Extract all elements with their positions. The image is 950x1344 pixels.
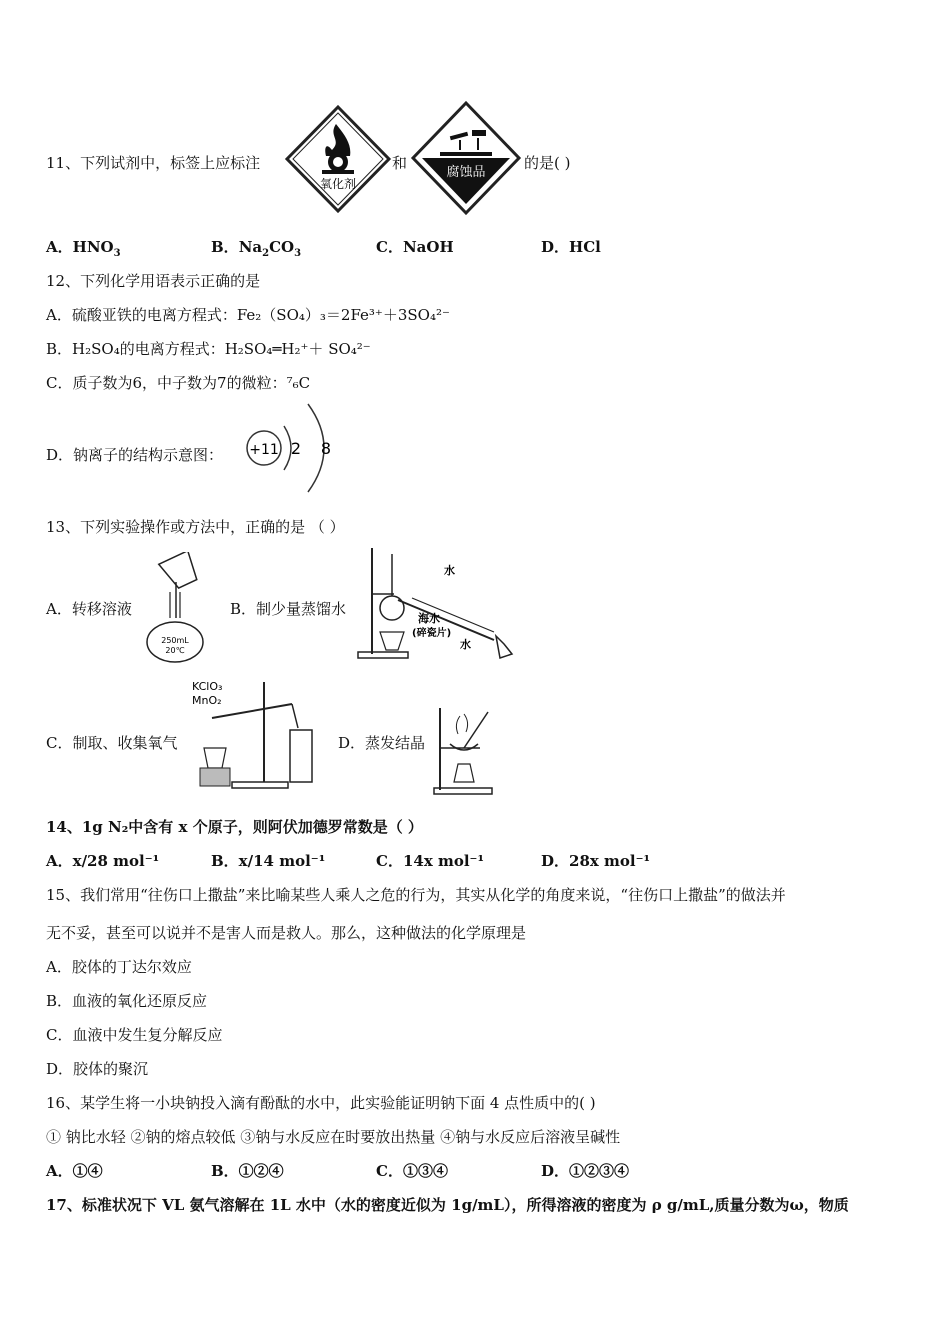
flask-temp-label: 20℃ bbox=[165, 646, 185, 655]
q13-option-b[interactable]: B．制少量蒸馏水 bbox=[230, 600, 347, 618]
q14-option-b[interactable]: B．x/14 mol⁻¹ bbox=[211, 852, 326, 870]
q15-stem-line1: 15、我们常用“往伤口上撒盐”来比喻某些人乘人之危的行为，其实从化学的角度来说，“往伤口上撒盐”的做法并 bbox=[46, 886, 786, 904]
q13-option-d[interactable]: D．蒸发结晶 bbox=[338, 734, 426, 752]
water-out-label: 水 bbox=[460, 638, 471, 651]
q14-option-c[interactable]: C．14x mol⁻¹ bbox=[376, 852, 485, 870]
q12-option-b[interactable]: B．H₂SO₄的电离方程式：H₂SO₄═H₂⁺＋ SO₄²⁻ bbox=[46, 340, 371, 358]
distillation-apparatus-figure bbox=[354, 544, 526, 662]
q11-and: 和 bbox=[392, 154, 408, 172]
kclo3-label: KClO₃ bbox=[192, 680, 223, 693]
q11-stem: 11、下列试剂中，标签上应标注 bbox=[46, 154, 261, 172]
q11-option-b[interactable]: B．$Na_2CO_3$ bbox=[211, 238, 302, 259]
q14-stem: 14、1g N₂中含有 x 个原子，则阿伏加德罗常数是（ ） bbox=[46, 818, 423, 836]
q16-option-d[interactable]: D．①②③④ bbox=[541, 1162, 630, 1180]
q12-option-a[interactable]: A．硫酸亚铁的电离方程式：Fe₂（SO₄）₃＝2Fe³⁺＋3SO₄²⁻ bbox=[46, 306, 450, 324]
q11-option-c[interactable]: C．NaOH bbox=[376, 238, 454, 256]
q12-stem: 12、下列化学用语表示正确的是 bbox=[46, 272, 261, 290]
evaporation-apparatus-figure bbox=[430, 704, 496, 796]
q13-option-a[interactable]: A．转移溶液 bbox=[46, 600, 132, 618]
q16-stem: 16、某学生将一小块钠投入滴有酚酞的水中，此实验能证明钠下面 4 点性质中的( ) bbox=[46, 1094, 596, 1112]
q16-facts: ① 钠比水轻 ②钠的熔点较低 ③钠与水反应在时要放出热量 ④钠与水反应后溶液呈碱性 bbox=[46, 1128, 621, 1146]
porcelain-label: (碎瓷片) bbox=[412, 628, 452, 639]
q12-option-d[interactable]: D．钠离子的结构示意图： bbox=[46, 446, 224, 464]
corrosive-label-text: 腐蚀品 bbox=[446, 165, 486, 180]
sodium-ion-structure-diagram bbox=[244, 400, 334, 496]
q11-option-d[interactable]: D．HCl bbox=[541, 238, 601, 256]
q12-option-c[interactable]: C．质子数为6，中子数为7的微粒：⁷₆C bbox=[46, 374, 311, 392]
q16-option-a[interactable]: A．①④ bbox=[46, 1162, 103, 1180]
seawater-label: 海水 bbox=[418, 612, 440, 625]
q16-option-b[interactable]: B．①②④ bbox=[211, 1162, 284, 1180]
q13-option-c[interactable]: C．制取、收集氧气 bbox=[46, 734, 178, 752]
q17-stem: 17、标准状况下 VL 氨气溶解在 1L 水中（水的密度近似为 1g/mL），所得溶液的密度为 ρ g/mL,质量分数为ω，物质 bbox=[46, 1196, 849, 1214]
q15-option-a[interactable]: A．胶体的丁达尔效应 bbox=[46, 958, 192, 976]
q15-option-b[interactable]: B．血液的氧化还原反应 bbox=[46, 992, 208, 1010]
q14-option-a[interactable]: A．x/28 mol⁻¹ bbox=[46, 852, 160, 870]
nucleus-label: +11 bbox=[249, 442, 279, 458]
oxygen-apparatus-figure bbox=[192, 678, 326, 790]
corrosive-label-icon bbox=[410, 100, 522, 216]
q13-stem: 13、下列实验操作或方法中，正确的是 （ ） bbox=[46, 518, 345, 536]
q14-option-d[interactable]: D．28x mol⁻¹ bbox=[541, 852, 651, 870]
oxidizer-label-icon bbox=[284, 104, 392, 214]
shell1-label: 2 bbox=[290, 439, 302, 458]
q11-option-a[interactable]: A．$HNO_3$ bbox=[46, 238, 121, 259]
water-in-label: 水 bbox=[444, 564, 455, 577]
q11-options bbox=[46, 236, 601, 259]
mno2-label: MnO₂ bbox=[192, 694, 222, 707]
shell2-label: 8 bbox=[320, 439, 332, 458]
q15-option-c[interactable]: C．血液中发生复分解反应 bbox=[46, 1026, 223, 1044]
flask-volume-label: 250mL bbox=[161, 636, 189, 645]
q16-option-c[interactable]: C．①③④ bbox=[376, 1162, 448, 1180]
q15-stem-line2: 无不妥，甚至可以说并不是害人而是救人。那么，这种做法的化学原理是 bbox=[46, 924, 527, 942]
q15-option-d[interactable]: D．胶体的聚沉 bbox=[46, 1060, 149, 1078]
q16-options bbox=[46, 1160, 629, 1181]
q11-suffix: 的是( ) bbox=[524, 154, 571, 172]
q14-options bbox=[46, 850, 650, 871]
oxidizer-label-text: 氧化剂 bbox=[319, 177, 357, 191]
volumetric-flask-figure bbox=[140, 552, 220, 666]
